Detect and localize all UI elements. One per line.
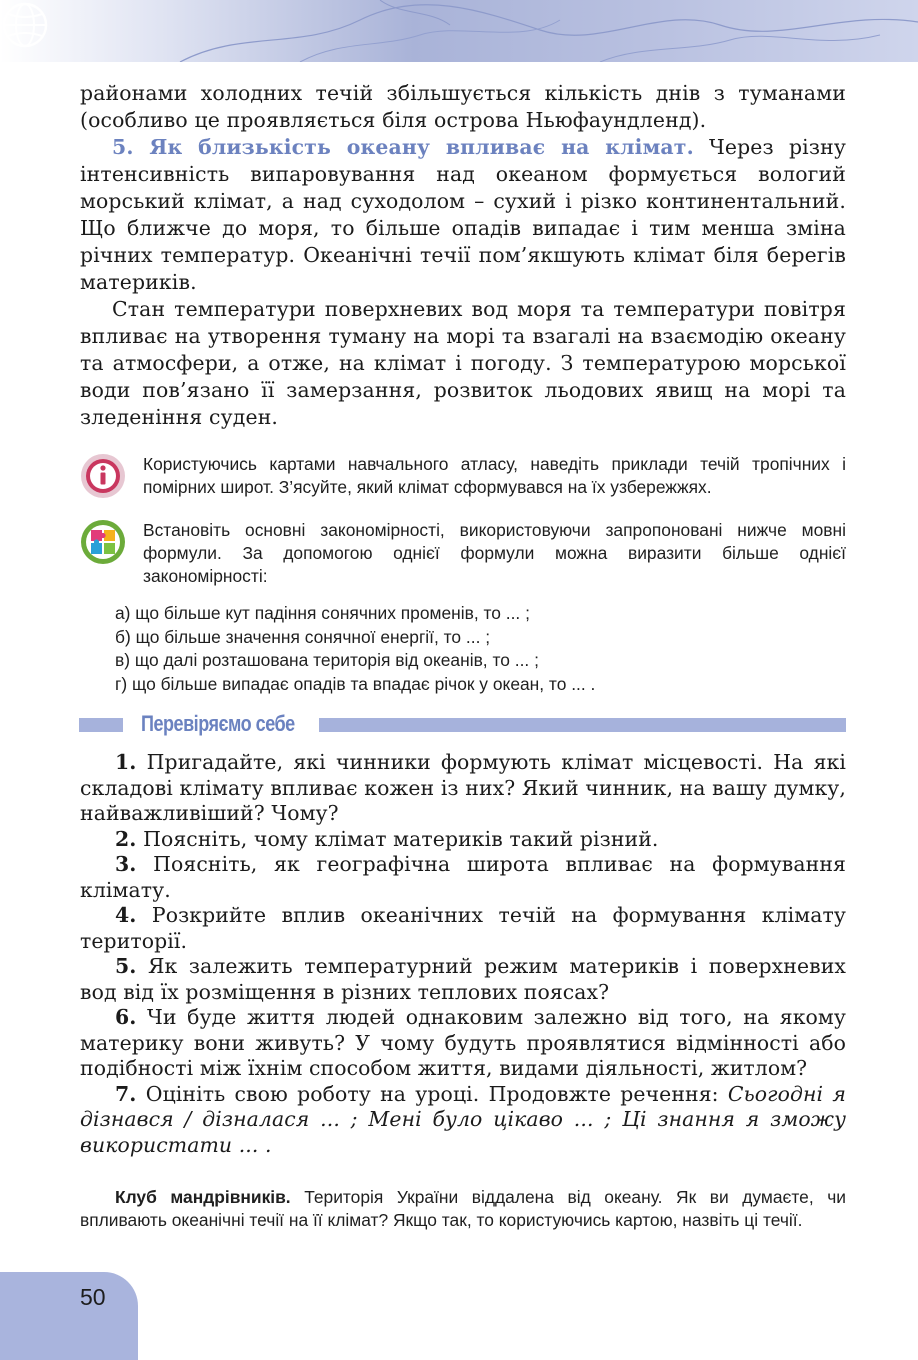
travelers-club: [80, 1186, 846, 1232]
travelers-club-text: Територія України віддалена від океану. Як ви думаєте, чи впливають океанічні течії на її клімат? Якщо так, то користуючись картою, назвіть ці течії.: [80, 1187, 847, 1230]
question-item: 6. Чи буде життя людей однаковим залежно від того, на якому материку вони живуть? У чому будуть проявлятися відмінності або подібності між їхнім способом життя, видами діяльності, житлом?: [80, 1005, 846, 1080]
question-item: 2. Поясніть, чому клімат материків такий різний.: [115, 826, 659, 851]
task-regularities: [80, 519, 846, 588]
list-item: г) що більше випадає опадів та впадає річок у океан, то ... .: [115, 673, 596, 694]
section-header: [79, 711, 846, 736]
question-item: 3. Поясніть, як географічна широта впливає на формування клімату.: [80, 852, 846, 902]
list-item: в) що далі розташована територія від океанів, то ... ;: [115, 650, 539, 670]
questions-list: [80, 750, 846, 1158]
task-atlas: [80, 453, 846, 499]
formula-list: [115, 602, 846, 696]
footer-tab: [0, 1272, 138, 1360]
paragraph-ocean-climate: [80, 134, 846, 296]
paragraph-fogs: районами холодних течій збільшується кількість днів з туманами (особливо це проявляється біля острова Ньюфаундленд).: [80, 81, 846, 132]
question-item: 7. Оцініть свою роботу на уроці. Продовжте речення: Сьогодні я дізнався / дізналася ... ; Мені було цікаво ... ; Ці знання я зможу використати ... .: [80, 1081, 846, 1157]
subheading-ocean-climate: 5. Як близькість океану впливає на клімат.: [112, 135, 694, 159]
section-title: Перевіряємо себе: [141, 711, 295, 736]
map-decoration: [0, 0, 918, 62]
task-regularities-text: Встановіть основні закономірності, використовуючи запропоновані нижче мовні формули. За допомогою однієї формули можна виразити більше однієї закономірності:: [143, 520, 846, 586]
question-item: 1. Пригадайте, які чинники формують клімат місцевості. На які складові клімату впливає кожен із них? Який чинник, на вашу думку, найважливіший? Чому?: [80, 750, 846, 825]
info-icon: [80, 453, 126, 499]
question-item: 5. Як залежить температурний режим материків і поверхневих вод від їх розміщення в різних теплових поясах?: [80, 954, 846, 1004]
page-number: 50: [80, 1284, 106, 1310]
section-bar-left: [79, 718, 123, 732]
globe-icon: [0, 0, 50, 50]
section-bar-right: [319, 718, 846, 732]
task-atlas-text: Користуючись картами навчального атласу, наведіть приклади течій тропічних і помірних широт. З’ясуйте, який клімат сформувався на їх узбережжях.: [143, 454, 846, 497]
paragraph-ocean-climate-text: Через різну інтенсивність випаровування над океаном формується вологий морський клімат, а над суходолом – сухий і різко континентальний. Що ближче до моря, то більше опадів випадає і тим менша зміна річних температур. Океанічні течії пом’якшують клімат біля берегів материків.: [80, 135, 846, 294]
list-item: б) що більше значення сонячної енергії, то ... ;: [115, 626, 491, 647]
puzzle-icon: [80, 519, 126, 565]
paragraph-temperature: Стан температури поверхневих вод моря та температури повітря впливає на утворення туману на морі та взагалі на взаємодію океану та атмосфери, а отже, на клімат і погоду. З температурою морської води пов’язано її замерзання, розвиток льодових явищ на морі та зледеніння суден.: [80, 297, 846, 429]
top-banner: [0, 0, 918, 62]
question-item: 4. Розкрийте вплив океанічних течій на формування клімату території.: [80, 903, 846, 953]
travelers-club-title: Клуб мандрівників.: [115, 1187, 291, 1207]
list-item: а) що більше кут падіння сонячних променів, то ... ;: [115, 603, 530, 623]
page-content: [80, 80, 846, 1232]
